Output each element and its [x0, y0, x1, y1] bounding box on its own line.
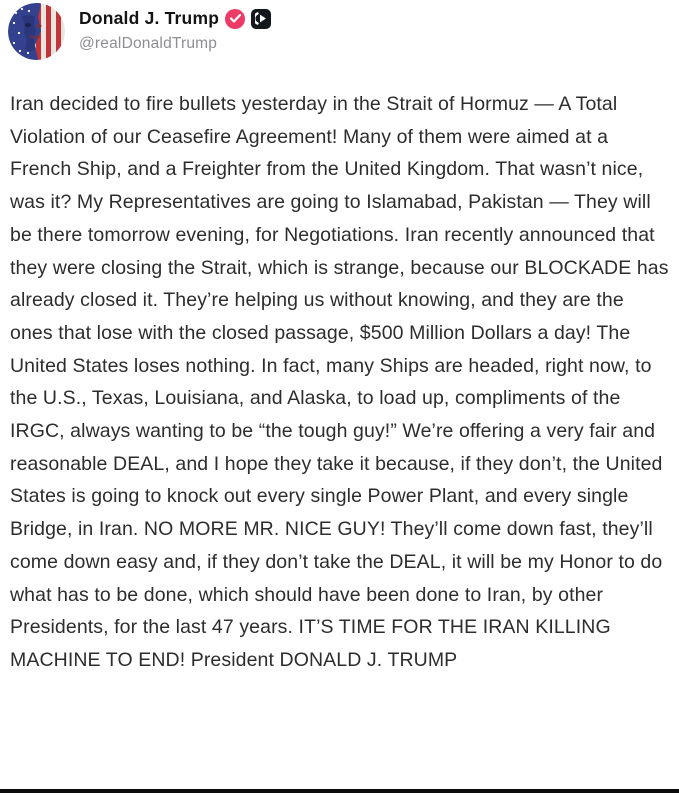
- truth-plus-badge-icon: [251, 9, 271, 29]
- display-name[interactable]: Donald J. Trump: [79, 8, 220, 28]
- flag-face-avatar-icon: [8, 3, 65, 60]
- name-row: [79, 8, 271, 29]
- avatar[interactable]: [8, 3, 65, 60]
- bottom-divider: [0, 789, 679, 793]
- user-handle[interactable]: @realDonaldTrump: [79, 35, 218, 52]
- post-body-text: Iran decided to fire bullets yesterday in the Strait of Hormuz — A Total Violation of our Ceasefire Agreement! Many of them were aimed at a French Ship, and a Freighter from the United Kingdom. That wasn’t nice, was it? My Representatives are going to Islamabad, Pakistan — They will be there tomorrow evening, for Negotiations. Iran recently announced that they were closing the Strait, which is strange, because our BLOCKADE has already closed it. They’re helping us without knowing, and they are the ones that lose with the closed passage, $500 Million Dollars a day! The United States loses nothing. In fact, many Ships are headed, right now, to the U.S., Texas, Louisiana, and Alaska, to load up, compliments of the IRGC, always wanting to be “the tough guy!” We’re offering a very fair and reasonable DEAL, and I hope they take it because, if they don’t, the United States is going to knock out every single Power Plant, and every single Bridge, in Iran. NO MORE MR. NICE GUY! They’ll come down fast, they’ll come down easy and, if they don’t take the DEAL, it will be my Honor to do what has to be done, which should have been done to Iran, by other Presidents, for the last 47 years. IT’S TIME FOR THE IRAN KILLING MACHINE TO END! President DONALD J. TRUMP: [10, 93, 675, 671]
- verified-check-icon: [225, 9, 245, 29]
- header-info: [79, 3, 271, 53]
- post-header: [8, 3, 271, 60]
